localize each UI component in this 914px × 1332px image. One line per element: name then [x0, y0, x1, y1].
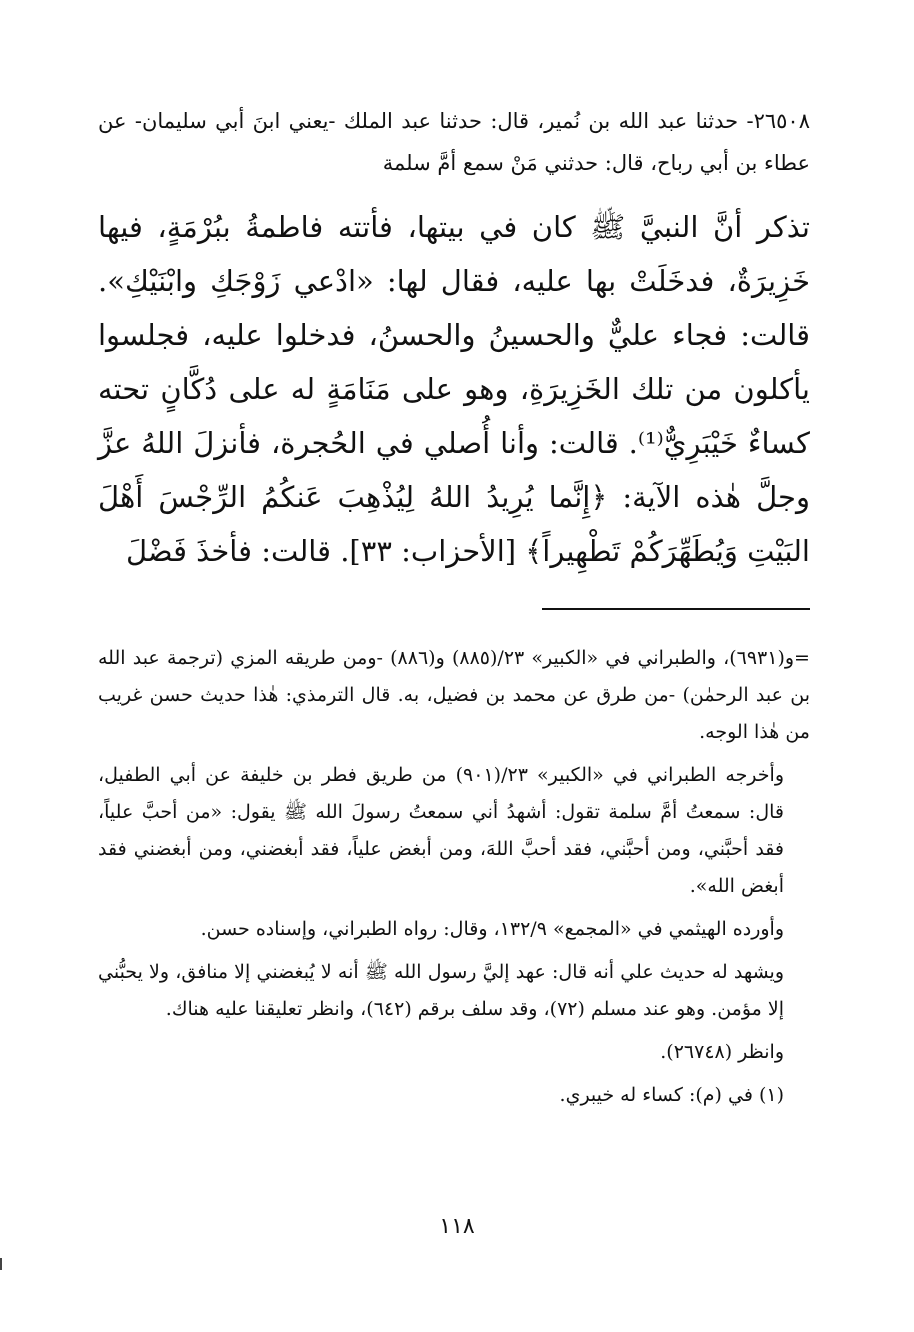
footnote-paragraph: وانظر (٢٦٧٤٨).	[660, 1041, 784, 1063]
footnotes-section	[98, 640, 810, 1120]
page-number: ١١٨	[439, 1214, 475, 1239]
footnote-paragraph: =و(٦٩٣١)، والطبراني في «الكبير» ٢٣/(٨٨٥) و(٨٨٦) -ومن طريقه المزي (ترجمة عبد الله بن عبد الرحمٰن) -من طرق عن محمد بن فضيل، به. قال الترمذي: هٰذا حديث حسن غريب من هٰذا الوجه.	[98, 647, 810, 743]
footnote-separator	[542, 608, 810, 610]
footnote-paragraph: وأورده الهيثمي في «المجمع» ١٣٢/٩، وقال: رواه الطبراني، وإسناده حسن.	[200, 918, 784, 940]
footnote-note-1: (١) في (م): كساء له خيبري.	[559, 1084, 784, 1106]
hadith-matn: تذكر أنَّ النبيَّ ﷺ كان في بيتها، فأتته فاطمةُ ببُرْمَةٍ، فيها خَزِيرَةٌ، فدخَلَتْ بها عليه، فقال لها: «ادْعي زَوْجَكِ وابْنَيْكِ». قالت: فجاء عليٌّ والحسينُ والحسنُ، فدخلوا عليه، فجلسوا يأكلون من تلك الخَزِيرَةِ، وهو على مَنَامَةٍ له على دُكَّانٍ تحته كساءٌ خَيْبَرِيٌّ⁽¹⁾. قالت: وأنا أُصلي في الحُجرة، فأنزلَ اللهُ عزَّ وجلَّ هٰذه الآية: ﴿إِنَّما يُرِيدُ اللهُ لِيُذْهِبَ عَنكُمُ الرِّجْسَ أَهْلَ البَيْتِ وَيُطَهِّرَكُمْ تَطْهِيراً﴾ [الأحزاب: ٣٣]. قالت: فأخذَ فَضْلَ	[98, 210, 810, 568]
footnote-paragraph: ويشهد له حديث علي أنه قال: عهد إليَّ رسول الله ﷺ أنه لا يُبغضني إلا منافق، ولا يحبُّني إلا مؤمن. وهو عند مسلم (٧٢)، وقد سلف برقم (٦٤٢)، وانظر تعليقنا عليه هناك.	[98, 961, 784, 1020]
footnote-paragraph: وأخرجه الطبراني في «الكبير» ٢٣/(٩٠١) من طريق فطر بن خليفة عن أبي الطفيل، قال: سمعتُ أمَّ سلمة تقول: أشهدُ أني سمعتُ رسولَ الله ﷺ يقول: «من أحبَّ علياً، فقد أحبَّني، ومن أحبَّني، فقد أحبَّ اللهَ، ومن أبغض علياً، فقد أبغضني، ومن أبغضني فقد أبغض الله».	[98, 764, 784, 897]
edge-mark	[0, 1258, 2, 1270]
hadith-isnad: ٢٦٥٠٨- حدثنا عبد الله بن نُمير، قال: حدثنا عبد الملك -يعني ابنَ أبي سليمان- عن عطاء بن أبي رباح، قال: حدثني مَنْ سمع أمَّ سلمة	[98, 109, 810, 175]
